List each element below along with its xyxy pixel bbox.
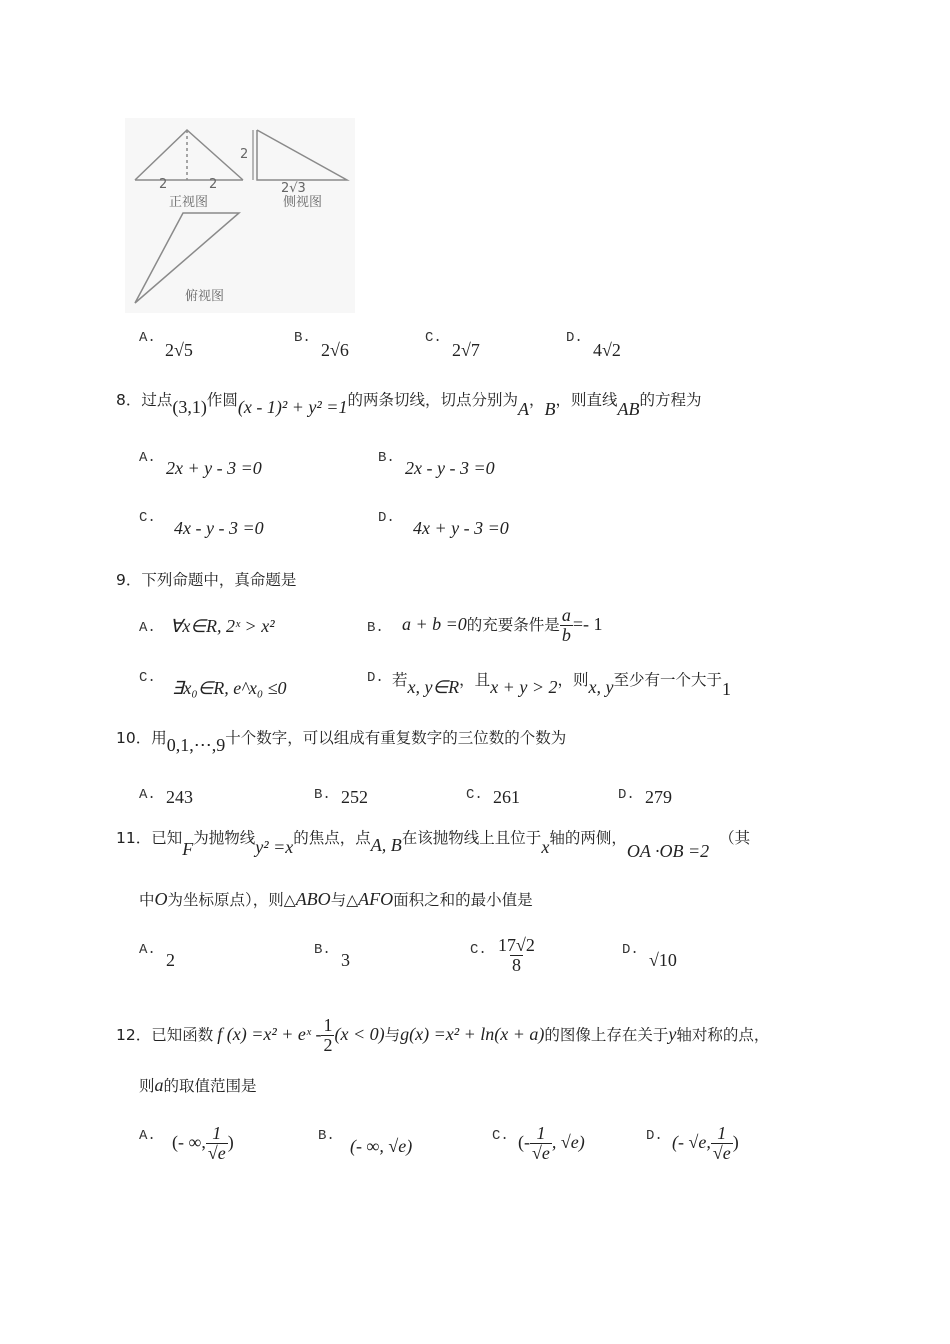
q9-d-t4: 至少有一个大于 <box>613 671 722 689</box>
q11-stem-line2 <box>139 888 533 910</box>
q9-b-text: 的充要条件是 <box>466 615 560 634</box>
q10-option-b-label: B. <box>314 787 331 803</box>
q11-stem-line1 <box>116 826 751 861</box>
q8-point: (3,1) <box>172 397 207 417</box>
q8-point-b: B <box>544 399 556 419</box>
q12-a-frac <box>206 1124 228 1163</box>
q8-option-c-value: 4x - y - 3 =0 <box>174 518 264 538</box>
q10-stem <box>116 726 567 755</box>
q8-option-d-label: D. <box>378 510 395 526</box>
height-dim: 2 <box>240 147 249 162</box>
q11-abo: ABO <box>295 889 331 909</box>
front-dim-right: 2 <box>209 177 218 192</box>
q11-c-num: 17√2 <box>498 935 535 955</box>
q9-d-t1: 若 <box>392 671 408 689</box>
q11-l2-t4: 面积之和的最小值是 <box>393 891 533 909</box>
q11-f: F <box>182 839 194 859</box>
q9-option-d-value <box>392 668 731 699</box>
front-dim-left: 2 <box>159 177 168 192</box>
q12-f-frac <box>321 1016 334 1055</box>
q7-option-c-label: C. <box>425 330 442 346</box>
q11-option-a-value: 2 <box>166 950 175 970</box>
q11-t5: （其 <box>719 829 751 847</box>
q11-t4: 轴的两侧， <box>549 829 627 847</box>
q9-option-c-value: ∃x₀∈R, e^x₀ ≤0 <box>172 678 287 698</box>
q11-ab: A, B <box>370 835 402 855</box>
q9-d-m4: 1 <box>721 679 731 699</box>
q12-num: 12．已知函数 <box>116 1025 214 1044</box>
q8-option-a-value: 2x + y - 3 =0 <box>166 458 262 478</box>
q12-a: a <box>154 1075 164 1095</box>
q12-f-frac-num: 1 <box>323 1015 333 1035</box>
q10-option-c-value: 261 <box>493 787 520 807</box>
q10-option-a-label: A. <box>139 787 156 803</box>
q11-option-d-label: D. <box>622 942 639 958</box>
q12-option-b-value: (- ∞, √e) <box>350 1136 413 1156</box>
q11-num: 11．已知 <box>116 829 183 847</box>
q9-option-a-value: ∀x∈R, 2ˣ > x² <box>170 616 275 636</box>
q11-option-b-value: 3 <box>341 950 350 970</box>
q11-c-den: 8 <box>511 954 521 975</box>
q8-sep: ， <box>528 391 545 409</box>
q12-g: g(x) =x² + ln(x + a) <box>400 1023 545 1044</box>
q12-a-num: 1 <box>212 1123 222 1143</box>
q8-circle: (x - 1)² + y² =1 <box>237 397 348 417</box>
q9-d-t2: ，且 <box>459 671 491 689</box>
q9-stem: 9．下列命题中，真命题是 <box>116 571 297 589</box>
q10-option-b-value: 252 <box>341 787 368 807</box>
q12-f-tail: (x < 0) <box>334 1023 385 1044</box>
side-dim: 2√3 <box>281 181 306 196</box>
q10-option-c-label: C. <box>466 787 483 803</box>
q11-option-a-label: A. <box>139 942 156 958</box>
q8-stem <box>116 388 702 419</box>
q12-d-post: ) <box>732 1131 739 1152</box>
q12-option-b-label: B. <box>318 1128 335 1144</box>
q10-digits: 0,1,⋯,9 <box>166 735 226 755</box>
q12-a-den: √e <box>207 1142 226 1163</box>
q7-option-a-label: A. <box>139 330 156 346</box>
q12-f-frac-den: 2 <box>323 1034 333 1055</box>
q12-option-d-value <box>672 1124 739 1163</box>
q11-t1: 为抛物线 <box>193 829 256 847</box>
q10-option-a-value: 243 <box>166 787 193 807</box>
q8-option-b-label: B. <box>378 450 395 466</box>
q12-l2-t1: 则 <box>139 1077 155 1095</box>
front-view-label: 正视图 <box>169 195 209 210</box>
q7-option-a-value: 2√5 <box>165 340 193 360</box>
q12-a-post: ) <box>227 1131 234 1152</box>
q11-option-c-value <box>496 936 537 975</box>
q7-option-c-value: 2√7 <box>452 340 480 360</box>
q9-d-m3: x, y <box>588 677 614 697</box>
q9-option-b-value <box>402 606 602 645</box>
q12-y: y <box>668 1023 677 1044</box>
q11-l2-t2: 为坐标原点），则△ <box>167 891 296 909</box>
q11-option-c-label: C. <box>470 942 487 958</box>
q7-option-d-value: 4√2 <box>593 340 621 360</box>
q11-option-d-value: √10 <box>649 950 677 970</box>
three-view-figure <box>125 118 355 313</box>
q12-d-pre: (- √e, <box>672 1131 711 1152</box>
q9-d-t3: ，则 <box>557 671 589 689</box>
side-view-label: 侧视图 <box>283 195 323 210</box>
q9-option-c-label: C. <box>139 670 156 686</box>
q11-x: x <box>541 837 550 857</box>
q11-t3: 在该抛物线上且位于 <box>401 829 542 847</box>
q12-c-pre: (- <box>518 1131 530 1152</box>
q12-option-d-label: D. <box>646 1128 663 1144</box>
q10-text: 十个数字，可以组成有重复数字的三位数的个数为 <box>225 729 567 747</box>
q9-b-tail: =- 1 <box>572 613 603 634</box>
q8-option-b-value: 2x - y - 3 =0 <box>405 458 495 478</box>
q12-t3: 轴对称的点， <box>676 1025 770 1044</box>
q12-d-den: √e <box>712 1142 731 1163</box>
top-view-label: 俯视图 <box>185 289 225 304</box>
q11-l2-t3: 与△ <box>330 891 359 909</box>
q9-b-frac <box>560 606 573 645</box>
q12-d-num: 1 <box>717 1123 727 1143</box>
q10-option-d-value: 279 <box>645 787 672 807</box>
q12-c-den: √e <box>532 1142 550 1163</box>
q9-option-a-label: A. <box>139 620 156 636</box>
q12-l2-t2: 的取值范围是 <box>163 1077 257 1095</box>
q8-option-c-label: C. <box>139 510 156 526</box>
q9-option-b-label: B. <box>367 620 384 636</box>
q8-option-a-label: A. <box>139 450 156 466</box>
q12-a-pre: (- ∞, <box>172 1131 206 1152</box>
q12-option-c-label: C. <box>492 1128 509 1144</box>
q12-t1: 与 <box>384 1025 401 1044</box>
q11-l2-t1: 中 <box>139 891 155 909</box>
q9-option-d-label: D. <box>367 670 384 686</box>
q11-option-b-label: B. <box>314 942 331 958</box>
q10-num: 10．用 <box>116 729 167 747</box>
q10-option-d-label: D. <box>618 787 635 803</box>
q12-c-post: , √e) <box>551 1131 585 1152</box>
q12-option-a-label: A. <box>139 1128 156 1144</box>
q11-afo: AFO <box>358 889 394 909</box>
q11-t2: 的焦点，点 <box>293 829 371 847</box>
q12-c-num: 1 <box>536 1123 546 1143</box>
q9-d-m1: x, y∈R <box>407 677 460 697</box>
q8-t1: 作圆 <box>206 391 238 409</box>
q7-option-d-label: D. <box>566 330 583 346</box>
q11-parabola: y² =x <box>255 837 294 857</box>
q9-d-m2: x + y > 2 <box>490 677 558 697</box>
q11-dot: OA ·OB =2 <box>626 841 710 861</box>
q12-d-frac <box>711 1124 733 1163</box>
q11-o: O <box>154 889 168 909</box>
q12-c-frac <box>530 1124 552 1163</box>
q12-stem-line2 <box>139 1074 257 1096</box>
q9-b-math: a + b =0 <box>402 613 467 634</box>
q9-b-frac-num: a <box>561 605 571 625</box>
q8-num: 8．过点 <box>116 391 173 409</box>
q12-t2: 的图像上存在关于 <box>544 1025 669 1044</box>
q7-option-b-value: 2√6 <box>321 340 349 360</box>
q12-option-c-value <box>518 1124 585 1163</box>
q8-t4: 的方程为 <box>639 391 702 409</box>
q12-f: f (x) =x² + eˣ - <box>217 1023 322 1044</box>
q8-point-a: A <box>517 399 529 419</box>
q7-option-b-label: B. <box>294 330 311 346</box>
q8-line-ab: AB <box>617 399 640 419</box>
q8-option-d-value: 4x + y - 3 =0 <box>413 518 509 538</box>
q8-t3: ，则直线 <box>555 391 618 409</box>
q12-option-a-value <box>172 1124 234 1163</box>
q8-t2: 的两条切线，切点分别为 <box>347 391 518 409</box>
q12-stem-line1 <box>116 1016 769 1055</box>
q9-b-frac-den: b <box>561 624 571 645</box>
